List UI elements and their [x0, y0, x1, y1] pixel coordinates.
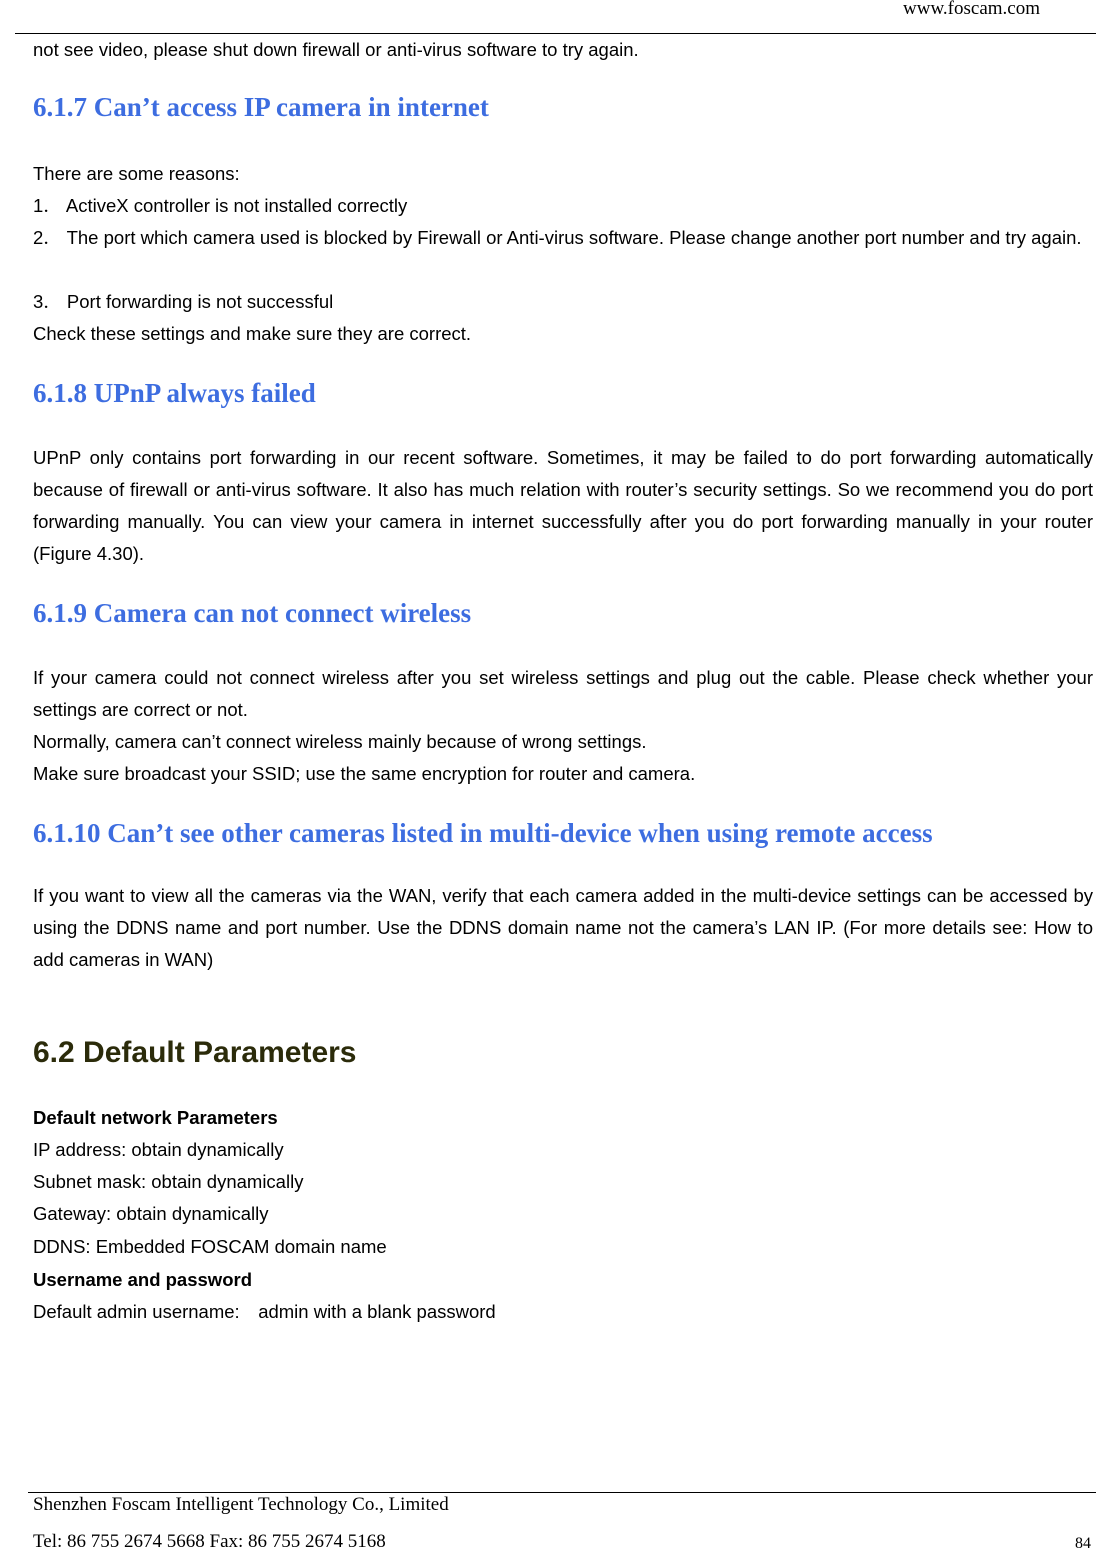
s6110-paragraph: If you want to view all the cameras via the WAN, verify that each camera added in the multi-device settings can be accessed by using the DDNS name and port number. Use the DDNS domain name not the camera’s LAN IP. (For more details see: How to add cameras in WAN): [33, 885, 1093, 970]
s619-line-1: Normally, camera can’t connect wireless mainly because of wrong settings.: [33, 731, 647, 752]
intro-line: not see video, please shut down firewall or anti-virus software to try again.: [33, 39, 639, 60]
default-admin-line: Default admin username: admin with a blank password: [33, 1301, 496, 1322]
s617-line-2: 1． ActiveX controller is not installed correctly: [33, 195, 408, 216]
network-param-subnet: Subnet mask: obtain dynamically: [33, 1171, 304, 1192]
network-param-ip: IP address: obtain dynamically: [33, 1139, 284, 1160]
section-6-1-9-title: 6.1.9 Camera can not connect wireless: [33, 598, 472, 628]
section-6-1-10-title: 6.1.10 Can’t see other cameras listed in multi-device when using remote access: [33, 818, 933, 848]
footer-company: Shenzhen Foscam Intelligent Technology Co., Limited: [33, 1494, 449, 1515]
s617-line-4: 3． Port forwarding is not successful: [33, 291, 334, 312]
s618-paragraph: UPnP only contains port forwarding in our recent software. Sometimes, it may be failed to do port forwarding automatically because of firewall or anti-virus software. It also has much relation with router’s security settings. So we recommend you do port forwarding manually. You can view your camera in internet successfully after you do port forwarding manually in your router (Figure 4.30).: [33, 447, 1093, 564]
network-param-gateway: Gateway: obtain dynamically: [33, 1203, 269, 1224]
footer-divider: [28, 1492, 1096, 1493]
section-6-1-8-title: 6.1.8 UPnP always failed: [33, 378, 316, 408]
s619-line-2: Make sure broadcast your SSID; use the same encryption for router and camera.: [33, 763, 696, 784]
section-6-2-title: 6.2 Default Parameters: [33, 1036, 357, 1069]
page-number: 84: [1075, 1535, 1091, 1552]
s619-paragraph: If your camera could not connect wireless after you set wireless settings and plug out the cable. Please check whether your settings are correct or not.: [33, 667, 1093, 720]
header-url: www.foscam.com: [903, 0, 1041, 19]
section-6-1-7-title: 6.1.7 Can’t access IP camera in internet: [33, 92, 489, 122]
network-params-heading: Default network Parameters: [33, 1107, 278, 1128]
username-password-heading: Username and password: [33, 1269, 252, 1290]
s617-line-5: Check these settings and make sure they are correct.: [33, 323, 472, 344]
s617-line-1: There are some reasons:: [33, 163, 240, 184]
s617-line-3: 2． The port which camera used is blocked by Firewall or Anti-virus software. Please change another port number and try again.: [33, 227, 1082, 248]
network-param-ddns: DDNS: Embedded FOSCAM domain name: [33, 1236, 387, 1257]
footer-contact: Tel: 86 755 2674 5668 Fax: 86 755 2674 5168: [33, 1531, 386, 1552]
